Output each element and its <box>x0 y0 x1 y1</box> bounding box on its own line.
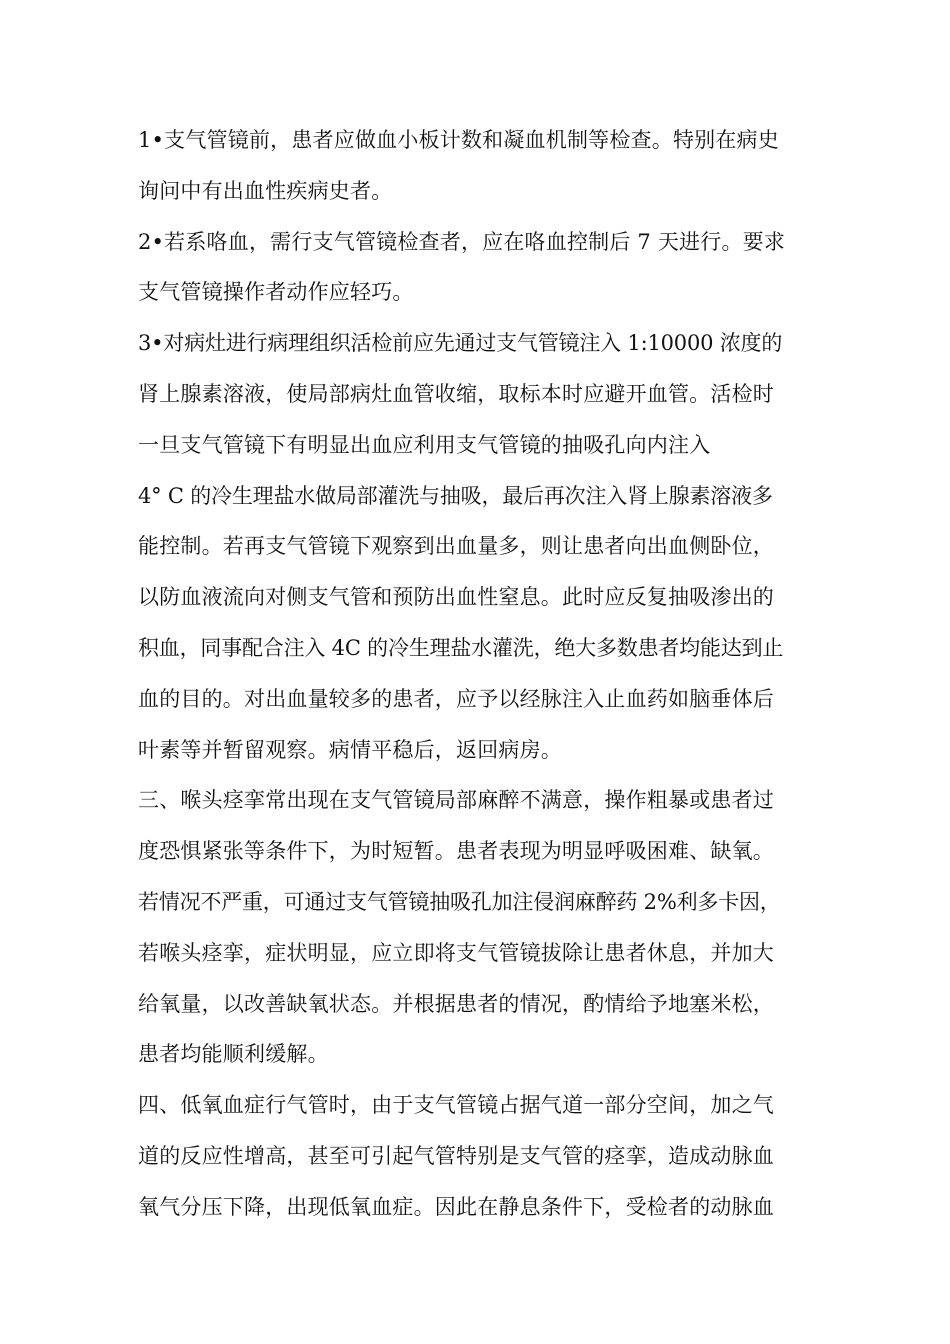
text-line: 患者均能顺利缓解。 <box>138 1042 329 1067</box>
text-line: 2•若系咯血，需行支气管镜检查者，应在咯血控制后 7 天进行。要求 <box>138 229 786 254</box>
text-line: 氧气分压下降，出现低氧血症。因此在静息条件下，受检者的动脉血 <box>138 1194 774 1219</box>
text-line: 三、喉头痉挛常出现在支气管镜局部麻醉不满意，操作粗暴或患者过 <box>138 788 774 813</box>
text-line: 1•支气管镜前，患者应做血小板计数和凝血机制等检查。特别在病史 <box>138 128 779 152</box>
text-line: 以防血液流向对侧支气管和预防出血性窒息。此时应反复抽吸渗出的 <box>138 585 774 610</box>
text-line: 一旦支气管镜下有明显出血应利用支气管镜的抽吸孔向内注入 <box>138 432 711 457</box>
text-line: 4° C 的冷生理盐水做局部灌洗与抽吸，最后再次注入肾上腺素溶液多 <box>138 483 773 508</box>
text-line: 度恐惧紧张等条件下，为时短暂。患者表现为明显呼吸困难、缺氧。 <box>138 839 774 864</box>
text-line: 若喉头痉挛，症状明显，应立即将支气管镜拔除让患者休息，并加大 <box>138 940 774 965</box>
text-line: 支气管镜操作者动作应轻巧。 <box>138 280 414 305</box>
text-line: 积血，同事配合注入 4C 的冷生理盐水灌洗，绝大多数患者均能达到止 <box>138 635 784 660</box>
text-line: 四、低氧血症行气管时，由于支气管镜占据气道一部分空间，加之气 <box>138 1093 774 1118</box>
text-line: 给氧量，以改善缺氧状态。并根据患者的情况，酌情给予地塞米松， <box>138 991 774 1016</box>
document-body <box>138 118 828 1236</box>
text-line: 询问中有出血性疾病史者。 <box>138 178 393 203</box>
text-line: 若情况不严重，可通过支气管镜抽吸孔加注侵润麻醉药 2%利多卡因， <box>138 889 781 914</box>
text-line: 肾上腺素溶液，使局部病灶血管收缩，取标本时应避开血管。活检时 <box>138 381 774 406</box>
text-line: 3•对病灶进行病理组织活检前应先通过支气管镜注入 1:10000 浓度的 <box>138 331 783 356</box>
text-line: 能控制。若再支气管镜下观察到出血量多，则让患者向出血侧卧位， <box>138 534 774 559</box>
text-line: 道的反应性增高，甚至可引起气管特别是支气管的痉挛，造成动脉血 <box>138 1143 774 1168</box>
text-line: 叶素等并暂留观察。病情平稳后，返回病房。 <box>138 737 562 762</box>
text-line: 血的目的。对出血量较多的患者，应予以经脉注入止血药如脑垂体后 <box>138 686 774 711</box>
